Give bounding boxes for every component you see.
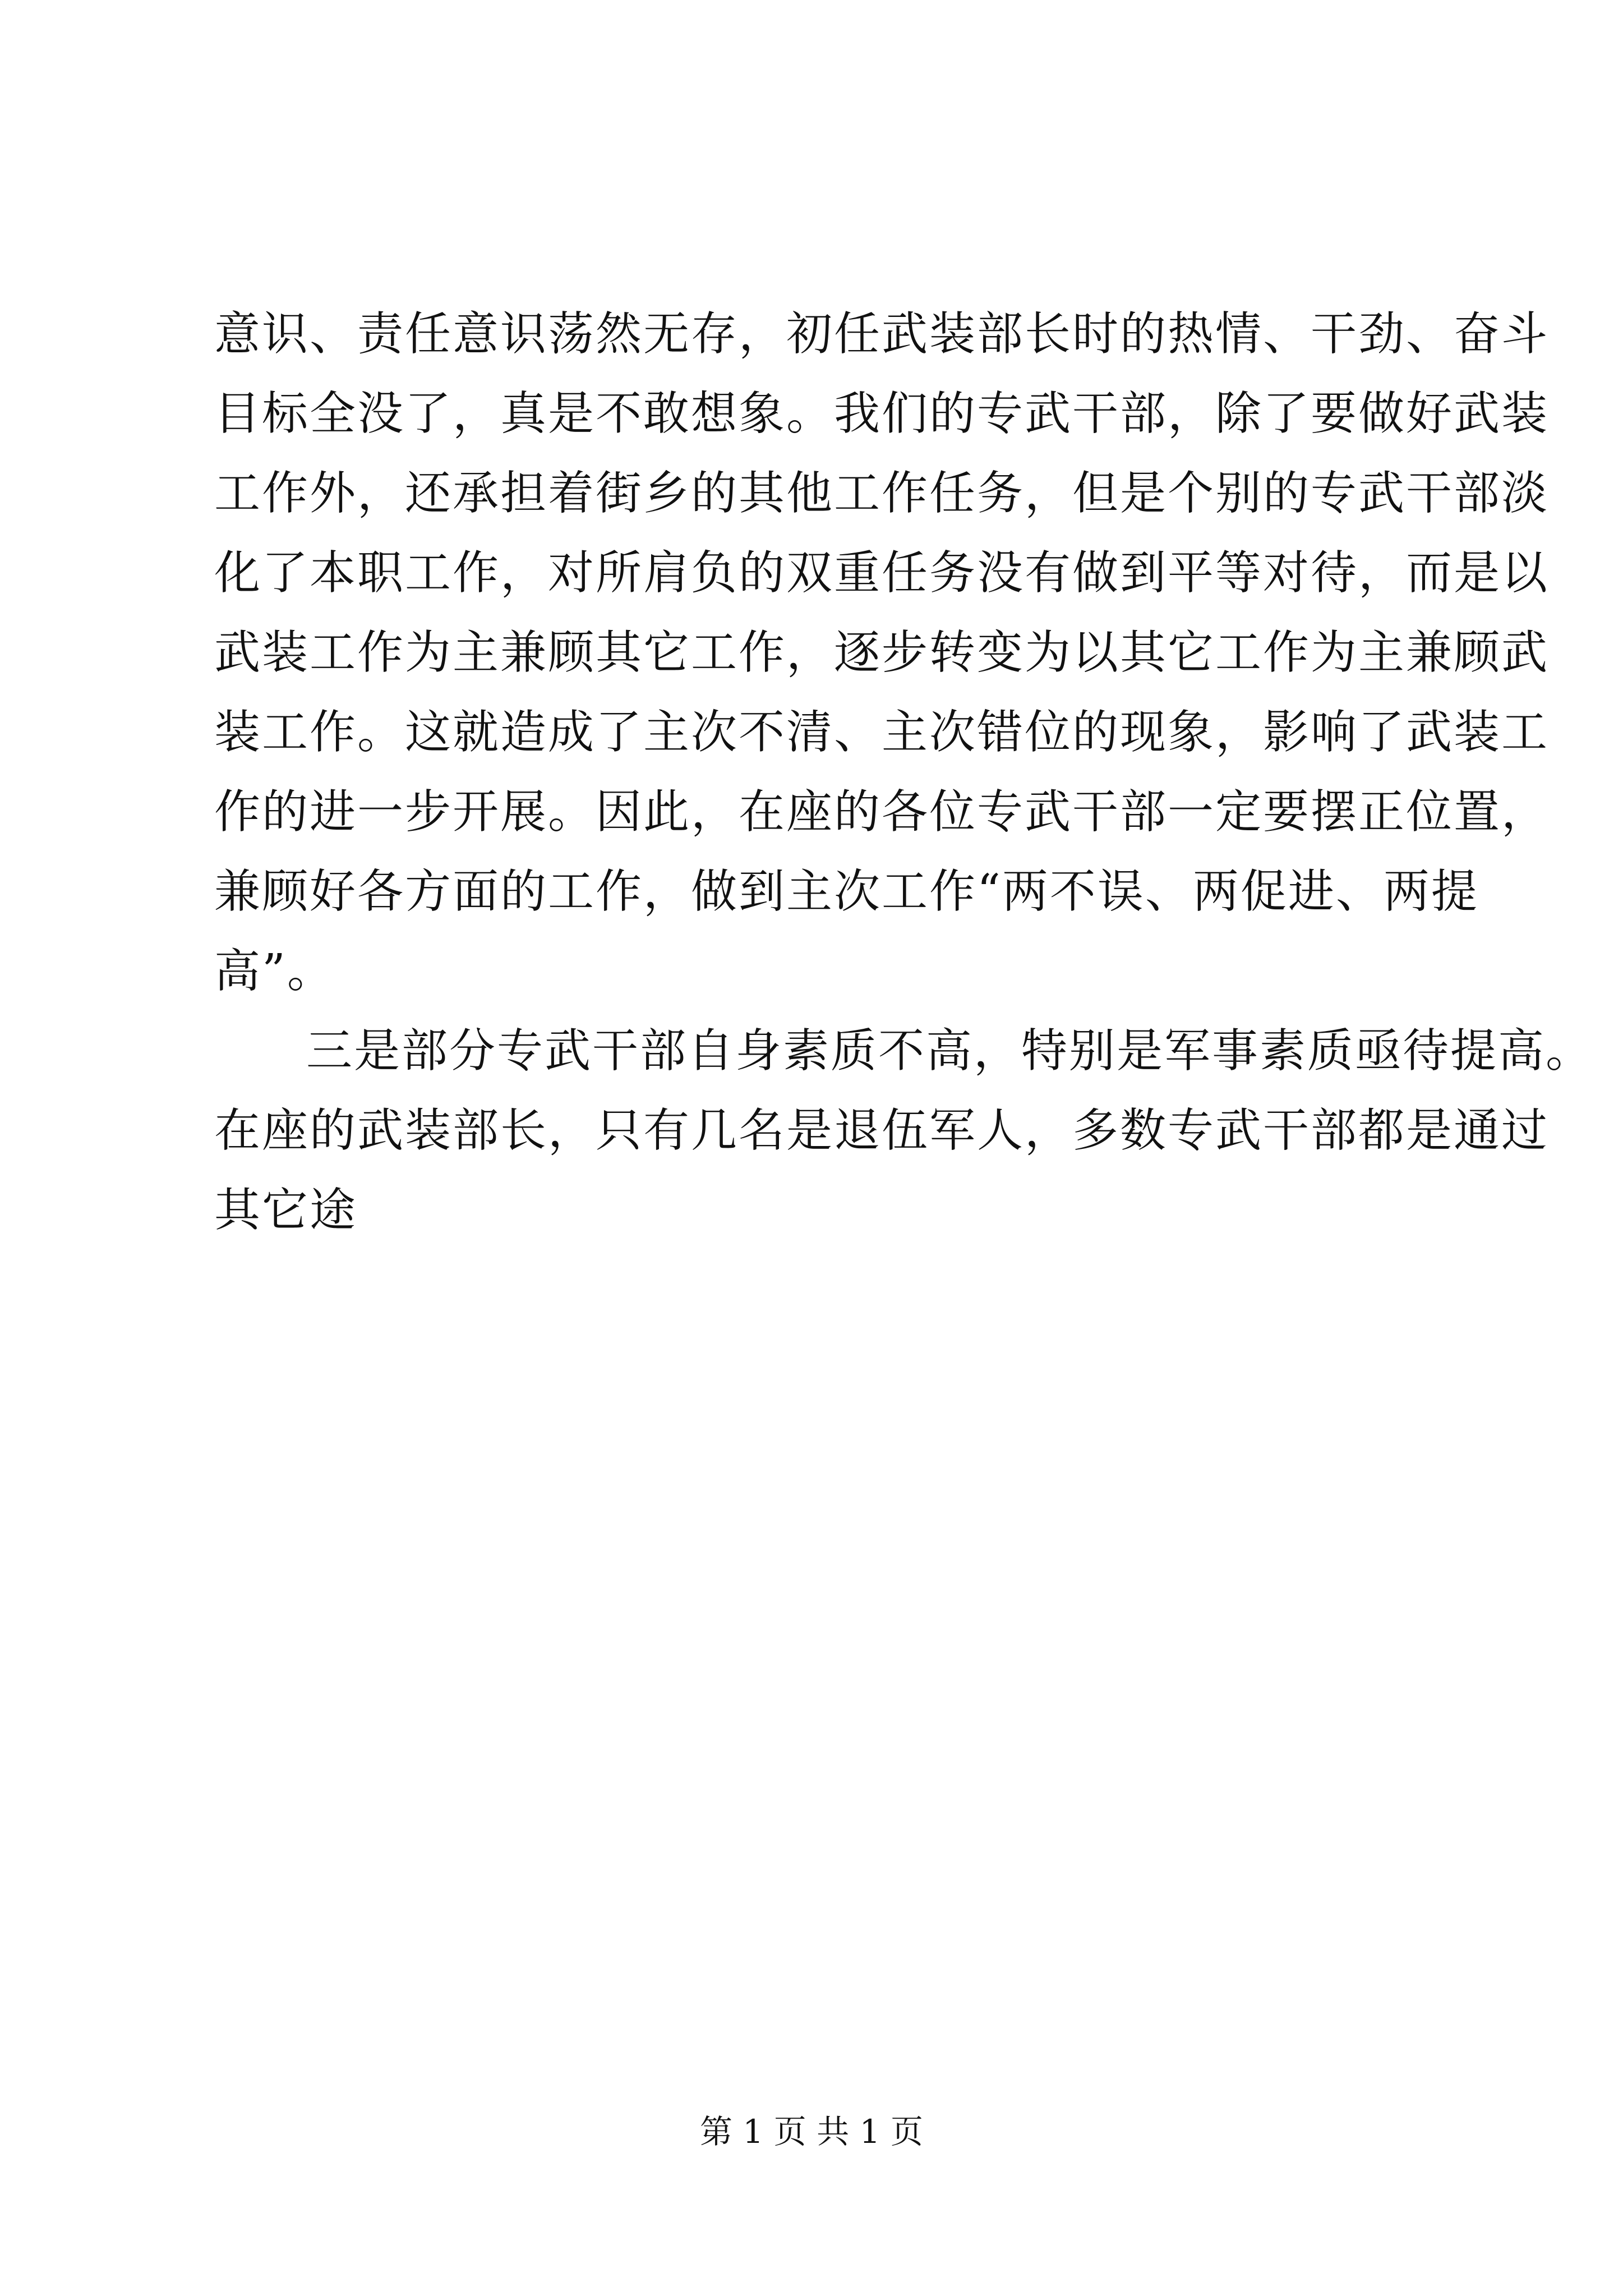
page-footer xyxy=(0,2109,1623,2154)
paragraph-1 xyxy=(214,295,1550,1011)
paragraph-line: 工作外，还承担着街乡的其他工作任务，但是个别的专武干部淡 xyxy=(214,467,1550,520)
paragraph-line: 化了本职工作，对所肩负的双重任务没有做到平等对待，而是以 xyxy=(214,546,1550,600)
paragraph-line: 目标全没了，真是不敢想象。我们的专武干部，除了要做好武装 xyxy=(214,387,1550,440)
paragraph-line: 高”。 xyxy=(214,945,335,998)
page-number-label: 第 1 页 共 1 页 xyxy=(700,2113,923,2151)
paragraph-line: 兼顾好各方面的工作，做到主次工作“两不误、两促进、两提 xyxy=(214,865,1479,918)
paragraph-line: 意识、责任意识荡然无存，初任武装部长时的热情、干劲、奋斗 xyxy=(214,307,1550,361)
paragraph-line: 其它途 xyxy=(214,1184,358,1237)
paragraph-line: 在座的武装部长，只有几名是退伍军人，多数专武干部都是通过 xyxy=(214,1104,1550,1157)
paragraph-line: 作的进一步开展。因此，在座的各位专武干部一定要摆正位置， xyxy=(214,785,1550,839)
paragraph-2 xyxy=(214,1011,1594,1250)
body-text xyxy=(214,295,1594,1250)
paragraph-line: 武装工作为主兼顾其它工作，逐步转变为以其它工作为主兼顾武 xyxy=(214,626,1550,679)
paragraph-line: 三是部分专武干部自身素质不高，特别是军事素质亟待提高。 xyxy=(306,1024,1594,1078)
paragraph-line: 装工作。这就造成了主次不清、主次错位的现象，影响了武装工 xyxy=(214,706,1550,759)
